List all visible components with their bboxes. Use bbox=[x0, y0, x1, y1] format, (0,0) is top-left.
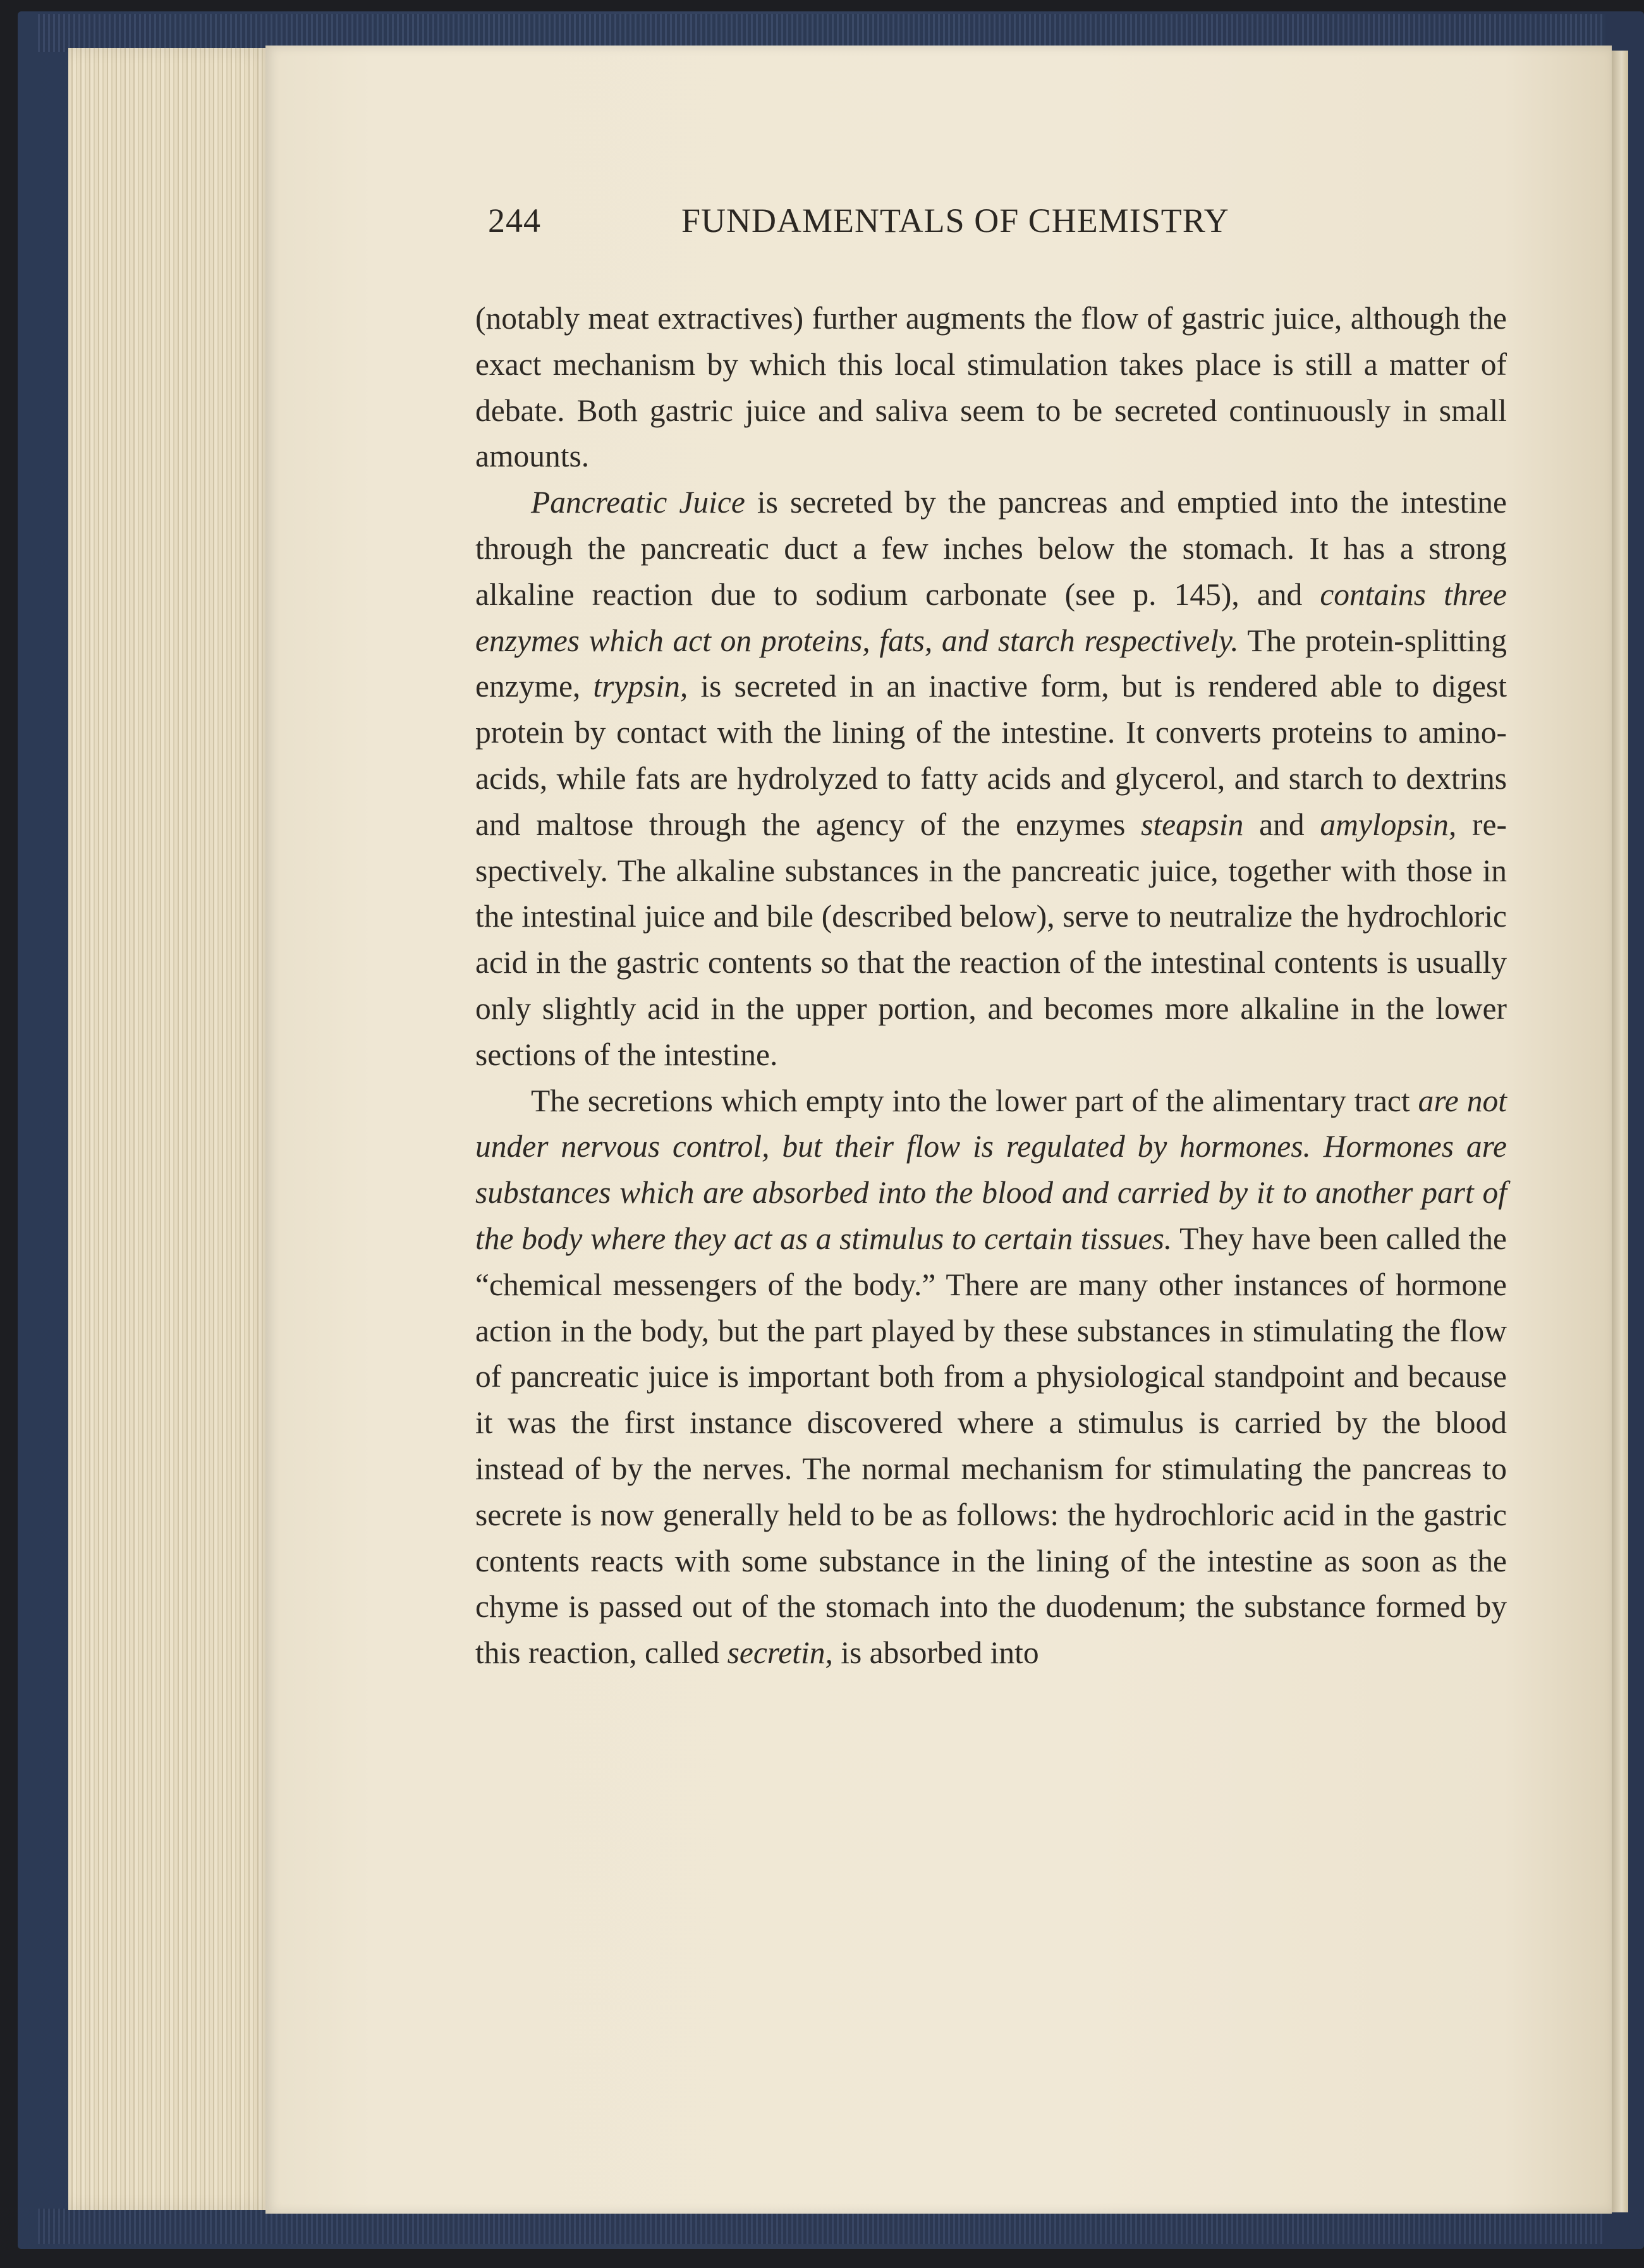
body-text bbox=[475, 296, 1507, 1676]
cover-bottom-edge bbox=[38, 2209, 1605, 2244]
italic-text-run: trypsin, bbox=[593, 669, 688, 704]
page-gutter-curve bbox=[1612, 51, 1628, 2212]
text-run: The protein-splitting enzyme, bbox=[475, 623, 1507, 704]
text-run: and bbox=[1243, 807, 1320, 842]
page-block-edges bbox=[68, 48, 277, 2210]
text-run: They have been called the “chemical messengers of the body.” There are many other instances of hormone action in the body, but the part played by these substances in stimulating the flow of pancreatic juice is important both from a physiological standpoint and because it was the first instance discovered where a stimulus is carried by the blood instead of by the nerves. The normal mechanism for stimulating the pancreas to secrete is now generally held to be as follows: the hydrochloric acid in the gastric contents reacts with some substance in the lining of the intestine as soon as the chyme is passed out of the stomach into the duodenum; the substance formed by this reaction, called bbox=[475, 1221, 1507, 1671]
text-run: (notably meat extractives) further augments the flow of gastric juice, although the exact mechanism by which this local stimulation takes place is still a matter of debate. Both gastric juice and saliva seem to be secreted continuously in small amounts. bbox=[475, 301, 1507, 474]
italic-text-run: are not under nervous control, but their flow is regulated by hormones. Hormones are substances which are absorbed into the blood and carried by it to another part of the body where they act as a stimulus to certain tissues. bbox=[475, 1083, 1507, 1256]
paragraph bbox=[475, 296, 1507, 480]
text-run: The secretions which empty into the lower part of the alimentary tract bbox=[531, 1083, 1418, 1118]
page-number: 244 bbox=[488, 202, 541, 240]
text-run: is secreted by the pancreas and emptied into the intestine through the pancreatic duct a few inches below the stomach. It has a strong alkaline reaction due to sodium carbonate (see p. 145), and bbox=[475, 485, 1507, 612]
text-run: is absorbed into bbox=[832, 1635, 1039, 1671]
italic-text-run: Pancreatic Juice bbox=[531, 485, 745, 520]
running-head bbox=[488, 201, 1316, 252]
italic-text-run: amylopsin, bbox=[1320, 807, 1457, 842]
running-title: FUNDAMENTALS OF CHEMISTRY bbox=[681, 202, 1229, 240]
paragraph bbox=[475, 480, 1507, 1078]
italic-text-run: secretin, bbox=[727, 1635, 833, 1671]
text-run: is secreted in an inactive form, but is rendered able to digest protein by contact with the lining of the intestine. It converts proteins to amino-acids, while fats are hydrolyzed to fatty acids and glycerol, and starch to dextrins and maltose through the agency of the enzymes bbox=[475, 669, 1507, 842]
italic-text-run: steapsin bbox=[1141, 807, 1244, 842]
italic-text-run: contains three enzymes which act on proteins, fats, and starch respectively. bbox=[475, 576, 1507, 658]
paragraph bbox=[475, 1078, 1507, 1676]
text-run: respectively. The alkaline substances in the pancreatic juice, together with those in the intestinal juice and bile (described below), serve to neutralize the hydrochloric acid in the gastric contents so that the reaction of the intestinal contents is usually only slightly acid in the upper portion, and becomes more alkaline in the lower sections of the intestine. bbox=[475, 807, 1507, 1072]
